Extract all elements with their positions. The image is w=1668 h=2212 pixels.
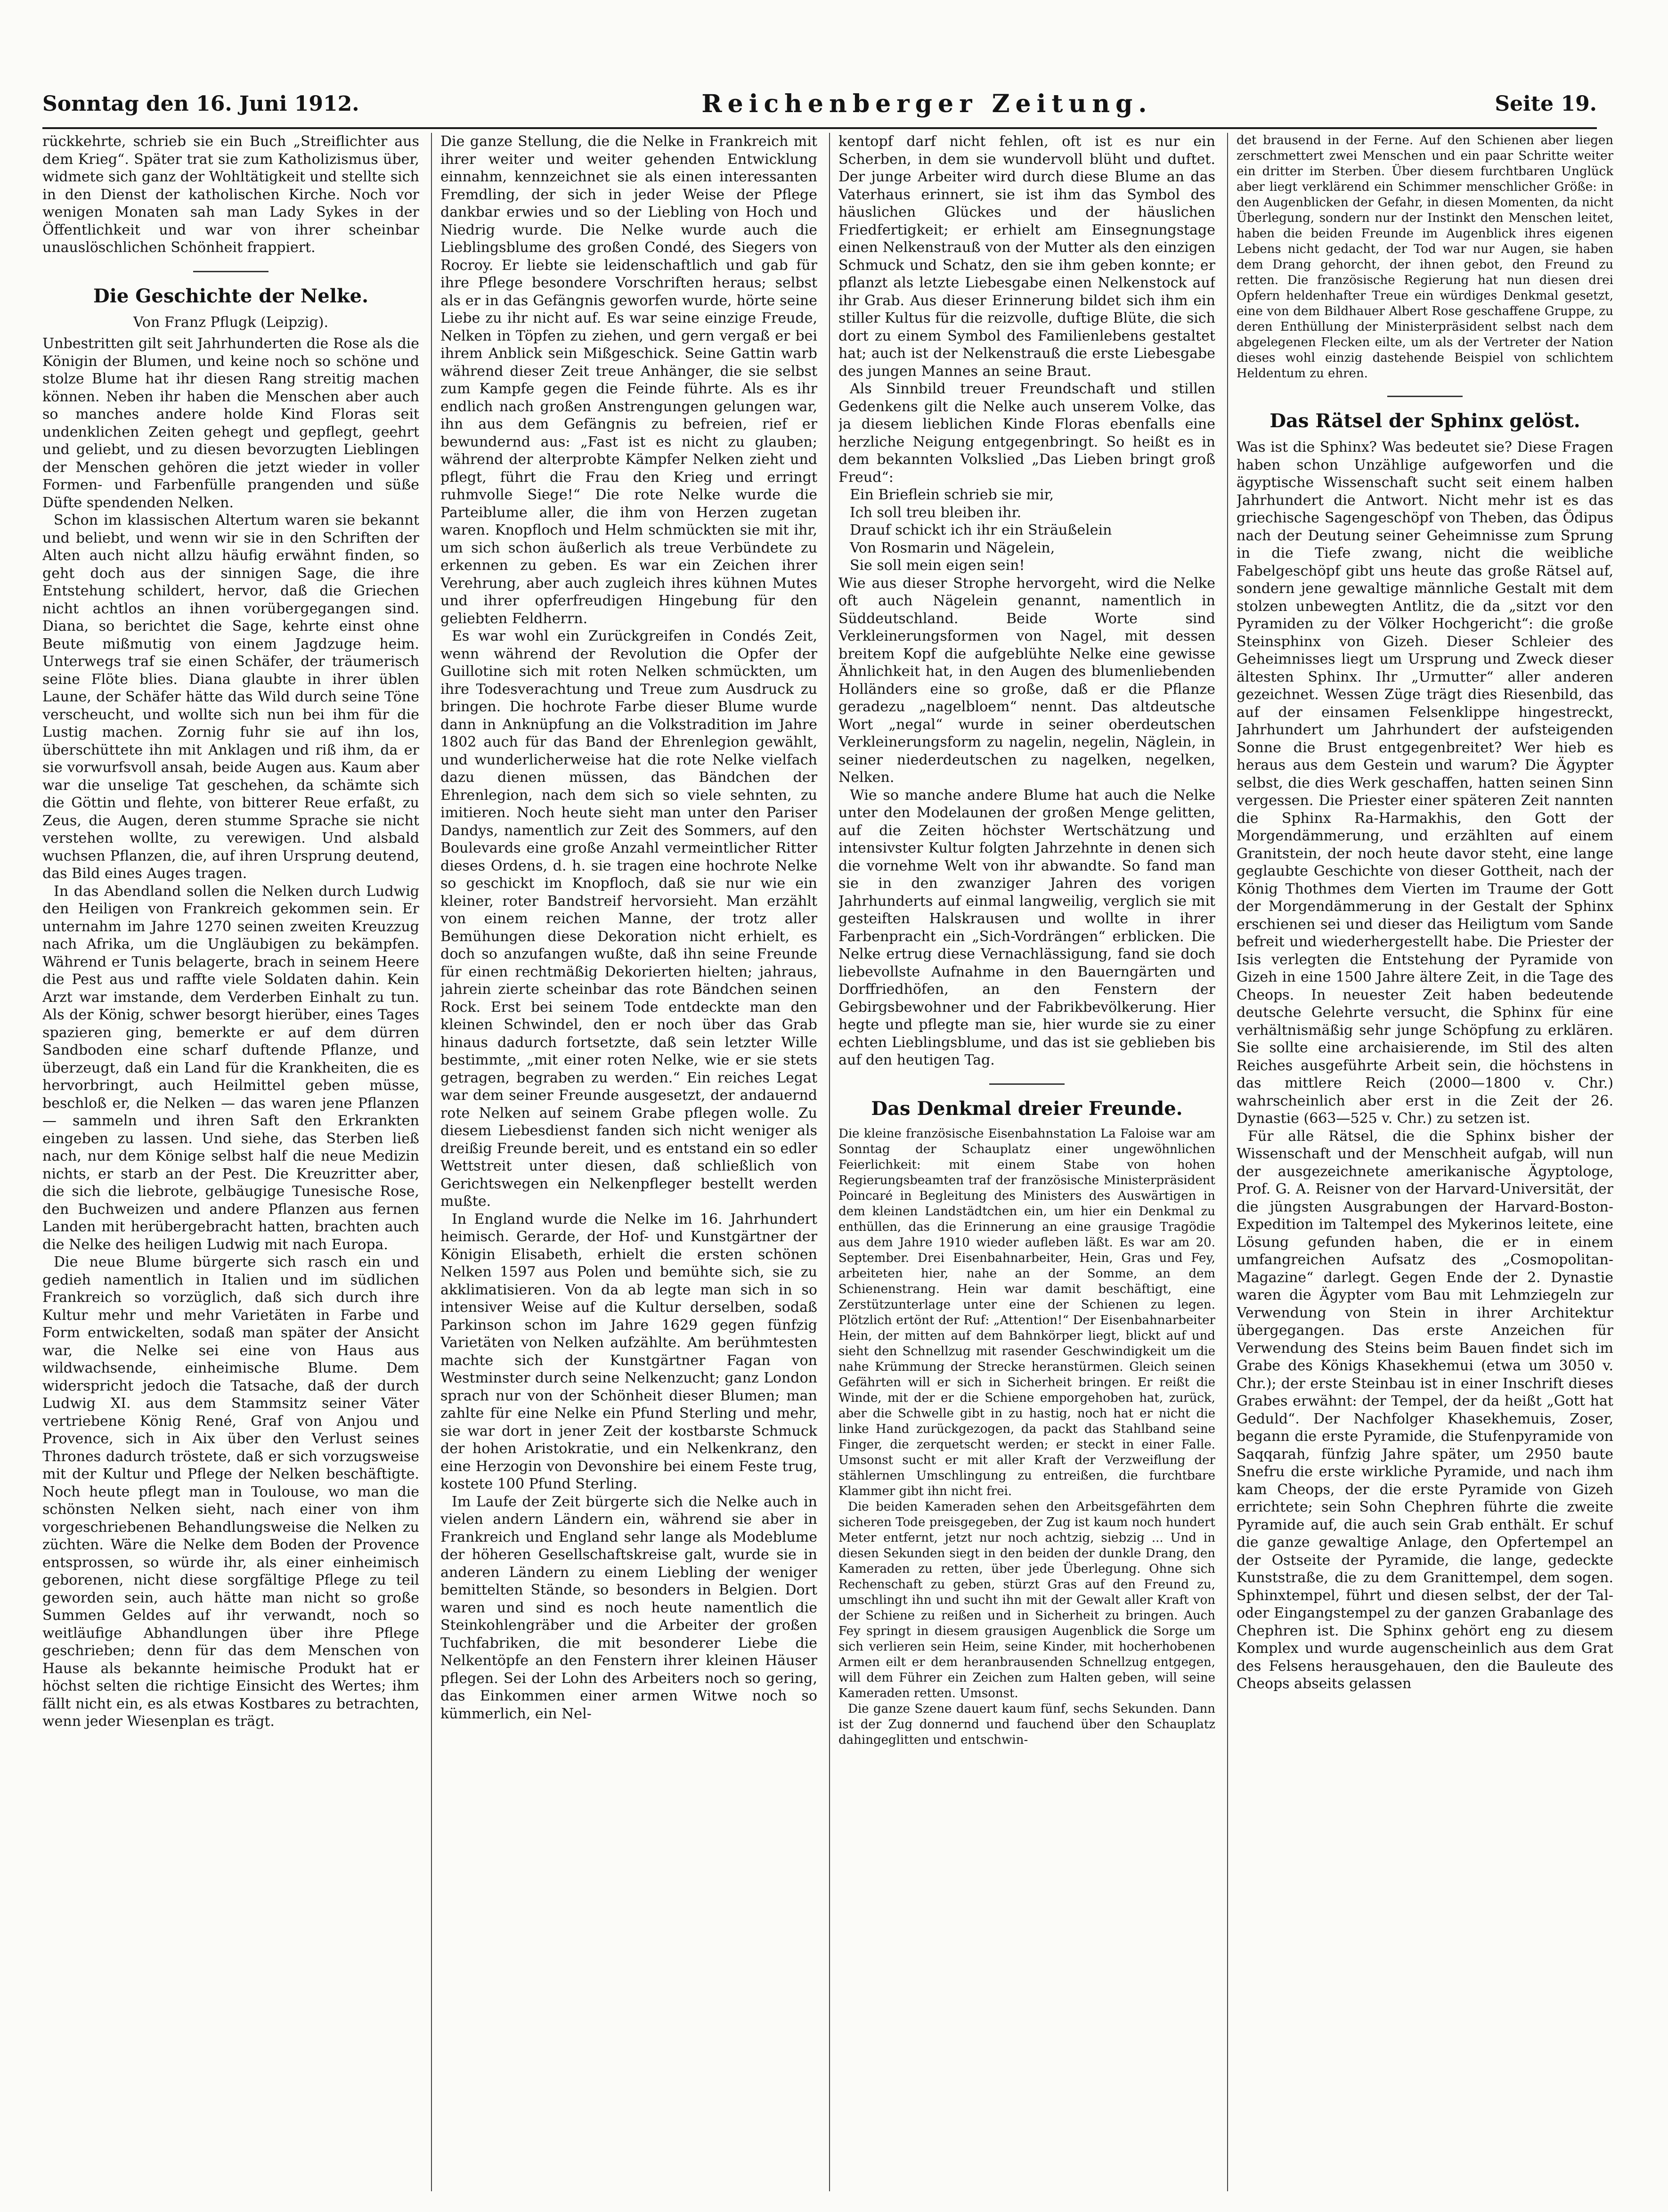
article-body — [1237, 133, 1613, 382]
masthead: Reichenberger Zeitung. — [701, 89, 1153, 118]
column-4 — [1237, 133, 1613, 2196]
column-3 — [838, 133, 1215, 2196]
paragraph: Was ist die Sphinx? Was bedeutet sie? Diese Fragen haben schon Unzählige aufgeworfen und die ägyptische Wissenschaft sucht seit einem halben Jahrhundert die Antwort. Nicht mehr ist es das griechische Sagengeschöpf von Theben, das Ödipus nach der Deutung seiner Geheimnisse zum Sprung in die Tiefe zwang, nicht die weibliche Fabelgeschöpf gibt uns heute das große Rätsel auf, sondern jene gewaltige männliche Gestalt mit dem stolzen unbewegten Antlitz, die da „sitzt vor den Pyramiden zu der Völker Hochgericht“: die große Steinsphinx von Gizeh. Dieser Schleier des Geheimnisses liegt um Ursprung und Zweck dieser ältesten Sphinx. Ihr „Urmutter“ aller anderen gezeichnet. Wessen Züge trägt dies Riesenbild, das auf der einsamen Felsenklippe hingestreckt, Jahrhundert um Jahrhundert der aufsteigenden Sonne die Brust entgegenbreitet? Wer hieb es heraus aus dem Gestein und warum? Die Ägypter selbst, die dies Werk geschaffen, hatten seinen Sinn vergessen. Die Priester einer späteren Zeit nannten die Sphinx Ra-Harmakhis, den Gott der Morgendämmerung, und erzählten auf einem Granitstein, der noch heute davor steht, eine lange geglaubte Geschichte von dieser Gottheit, nach der König Thothmes dem Vierten im Traume der Gott der Morgendämmerung in der Gestalt der Sphinx erschienen sei und dieser das Heiligtum vom Sande befreit und wiederhergestellt habe. Die Priester der Isis verlegten die Entstehung der Pyramide von Gizeh in eine 1500 Jahre ältere Zeit, in die Tage des Cheops. In neuester Zeit haben bedeutende deutsche Gelehrte versucht, die Sphinx für eine verhältnismäßig sehr junge Schöpfung zu erklären. Sie sollte eine archaisierende, im Stil des alten Reiches ausgeführte Arbeit sein, die höchstens in das mittlere Reich (2000—1800 v. Chr.) wahrscheinlich aber erst in die Zeit der 26. Dynastie (663—525 v. Chr.) zu setzen ist. — [1237, 439, 1613, 1127]
paragraph: Wie aus dieser Strophe hervorgeht, wird die Nelke oft auch Nägelein genannt, namentlich in Süddeutschland. Beide Worte sind Verkleinerungsformen von Nagel, mit dessen breitem Kopf die aufgeblühte Nelke eine gewisse Ähnlichkeit hat, in den Augen des blumenliebenden Holländers eine so große, daß er die Pflanze geradezu „nagelbloem“ nennt. Das altdeutsche Wort „negal“ wurde in seiner oberdeutschen Verkleinerungsform zu nagelin, negelin, Näglein, in seiner niederdeutschen zu nagelken, negelken, Nelken. — [838, 575, 1215, 786]
paragraph: In England wurde die Nelke im 16. Jahrhundert heimisch. Gerarde, der Hof- und Kunstgärtner der Königin Elisabeth, erhielt die ersten schönen Nelken 1597 aus Polen und bemühte sich, sie zu akklimatisieren. Von da ab legte man sich in so intensiver Weise auf die Kultur derselben, sodaß Parkinson schon im Jahre 1629 gegen fünfzig Varietäten von Nelken aufzählte. Am berühmtesten machte sich der Kunstgärtner Fagan von Westminster durch seine Nelkenzucht; ganz London sprach nur von der Schönheit dieser Blumen; man zahlte für eine Nelke ein Pfund Sterling und mehr, sie war dort in jener Zeit der kostbarste Schmuck der hohen Aristokratie, und ein Nelkenkranz, den eine Herzogin von Devonshire bei einem Feste trug, kostete 100 Pfund Sterling. — [440, 1211, 817, 1492]
article-body — [838, 1126, 1215, 1748]
page-number: Seite 19. — [1495, 91, 1597, 116]
column-divider — [431, 133, 432, 2191]
paragraph: Im Laufe der Zeit bürgerte sich die Nelke auch in vielen andern Ländern ein, während sie aber in Frankreich und England sehr lange als Modeblume der höheren Gesellschaftskreise galt, wurde sie in anderen Ländern zu einem Liebling der weniger bemittelten Stände, so besonders in Belgien. Dort waren und sind es noch heute namentlich die Steinkohlengräber und die Arbeiter der großen Tuchfabriken, die mit besonderer Liebe die Nelkentöpfe an den Fenstern ihrer kleinen Häuser pflegen. Sei der Lohn des Arbeiters noch so gering, das Einkommen einer armen Witwe noch so kümmerlich, ein Nel- — [440, 1493, 817, 1722]
article-separator — [1387, 396, 1463, 397]
paragraph: In das Abendland sollen die Nelken durch Ludwig den Heiligen von Frankreich gekommen sein. Er unternahm im Jahre 1270 seinen zweiten Kreuzzug nach Afrika, um die Ungläubigen zu bekämpfen. Während er Tunis belagerte, brach in seinem Heere die Pest aus und raffte viele Soldaten dahin. Kein Arzt war imstande, dem Verderben Einhalt zu tun. Als der König, schwer besorgt hierüber, eines Tages spazieren ging, bemerkte er auf dem dürren Sandboden eine scharf duftende Pflanze, und überzeugt, daß ein Land für die Krankheiten, die es hervorbringt, auch Heilmittel geben müsse, beschloß er, die Nelken — das waren jene Pflanzen — sammeln und ihren Saft den Erkrankten eingeben zu lassen. Und siehe, das Sterben ließ nach, nur dem Könige selbst half die neue Medizin nichts, er starb an der Pest. Die Kreuzritter aber, die sich die liebrote, gelbäugige Tunesische Rose, den Buchweizen und andere Pflanzen aus fernen Landen mit herübergebracht hatten, brachten auch die Nelke des heiligen Ludwig mit nach Europa. — [42, 883, 419, 1253]
article-title: Das Rätsel der Sphinx gelöst. — [1269, 410, 1580, 432]
article-separator — [193, 271, 269, 272]
paragraph: Die kleine französische Eisenbahnstation La Faloise war am Sonntag der Schauplatz einer ungewöhnlichen Feierlichkeit: mit einem Stabe von hohen Regierungsbeamten traf der französische Ministerpräsident Poincaré in Begleitung des Ministers des Auswärtigen in dem kleinen Landstädtchen ein, um hier ein Denkmal zu enthüllen, das die Erinnerung an eine grausige Tragödie aus dem Jahre 1910 wieder aufleben läßt. Es war am 20. September. Drei Eisenbahnarbeiter, Hein, Gras und Fey, arbeiteten hier, nahe an der Somme, an dem Schienenstrang. Hein war damit beschäftigt, eine Zerstützunterlage unter eine der Schienen zu legen. Plötzlich ertönt der Ruf: „Attention!“ Der Eisenbahnarbeiter Hein, der mitten auf dem Bahnkörper liegt, blickt auf und sieht den Schnellzug mit rasender Geschwindigkeit um die nahe Krümmung der Strecke heranstürmen. Gleich seinen Gefährten will er sich in Sicherheit bringen. Er reißt die Winde, mit der er die Schiene emporgehoben hat, zurück, aber die Schwelle gibt in zu hastig, noch hat er nicht die linke Hand zurückgezogen, da packt das Stahlband seine Finger, die zerquetscht werden; er steckt in einer Falle. Umsonst sucht er mit aller Kraft der Verzweiflung der stählernen Umschlingung zu entreißen, die furchtbare Klammer gibt ihn nicht frei. — [838, 1126, 1215, 1498]
paragraph: Die neue Blume bürgerte sich rasch ein und gedieh namentlich in Italien und im südlichen Frankreich so vorzüglich, daß sich durch ihre Kultur mehr und mehr Varietäten in Farbe und Form entwickelten, sodaß man später der Ansicht war, die Nelke sei eine von Haus aus wildwachsende, einheimische Blume. Dem widerspricht jedoch die Tatsache, daß der durch Ludwig XI. aus dem Stammsitz seiner Väter vertriebene König René, Graf von Anjou und Provence, sich in Aix über den Verlust seines Thrones dadurch tröstete, daß er sich vorzugsweise mit der Kultur und Pflege der Nelken beschäftigte. Noch heute pflegt man in Toulouse, wo man die schönsten Nelken sieht, nach einer von ihm vorgeschriebenen Behandlungsweise die Nelken zu züchten. Wäre die Nelke dem Boden der Provence entsprossen, so würde ihr, als einer einheimisch geborenen, nicht diese sorgfältige Pflege zu teil geworden sein, auch hätte man nicht so große Summen Geldes auf ihr verwandt, noch so weitläufige Abhandlungen über ihre Pflege geschrieben; denn für das dem Menschen von Hause als bekannte heimische Produkt hat er höchst selten die richtige Einsicht des Wertes; ihm fällt nicht ein, es als etwas Kostbares zu betrachten, wenn jeder Wiesenplan es trägt. — [42, 1254, 419, 1730]
column-1 — [42, 133, 419, 2196]
poem-verse — [838, 486, 1215, 575]
paragraph: Als Sinnbild treuer Freundschaft und stillen Gedenkens gilt die Nelke auch unserem Volke, das ja diesem lieblichen Kinde Floras ebenfalls eine herzliche Neigung entgegenbringt. So heißt es in dem bekannten Volkslied „Das Lieben bringt groß Freud“: — [838, 381, 1215, 486]
column-2 — [440, 133, 817, 2196]
paragraph: Die ganze Stellung, die die Nelke in Frankreich mit ihrer weiter und weiter gehenden Entwicklung einnahm, kennzeichnet sie als einen interessanten Fremdling, der sich in jeder Weise der Pflege dankbar erwies und so der Liebling von Hoch und Niedrig wurde. Die Nelke wurde auch die Lieblingsblume des großen Condé, des Siegers von Rocroy. Er liebte sie leidenschaftlich und gab für ihre Pflege besondere Vorschriften heraus; selbst als er in das Gefängnis geworfen wurde, hörte seine Liebe zu ihr nicht auf. Es war seine einzige Freude, Nelken in Töpfen zu ziehen, und gern vergaß er bei ihrem Anblick sein Mißgeschick. Seine Gattin warb während dieser Zeit treue Anhänger, die sie selbst zum Kampfe gegen die Feinde führte. Als es ihr endlich nach großen Anstrengungen gelungen war, ihn aus dem Gefängnis zu befreien, rief er bewundernd aus: „Fast ist es nicht zu glauben; während der alterprobte Kämpfer Nelken zieht und pflegt, führt die Frau den Krieg und erringt ruhmvolle Siege!“ Die rote Nelke wurde die Parteiblume aller, die ihm von Herzen zugetan waren. Knopfloch und Helm schmückten sie mit ihr, um sich schon äußerlich als treue Verbündete zu erkennen zu geben. Es war ein Zeichen ihrer Verehrung, aber auch zugleich ihres kühnen Mutes und ihrer opferfreudigen Hingebung für den geliebten Feldherrn. — [440, 133, 817, 627]
paragraph: Wie so manche andere Blume hat auch die Nelke unter den Modelaunen der großen Menge gelitten, auf die Zeiten höchster Wertschätzung und intensivster Kultur folgten Jahrzehnte in denen sich die vornehme Welt von ihr abwandte. So fand man sie in den zwanziger Jahren des vorigen Jahrhunderts auf einmal langweilig, verglich sie mit gesteiften Halskrausen und wollte in ihrer Farbenpracht ein „Sich-Vordrängen“ erblicken. Die Nelke ertrug diese Vernachlässigung, fand sie doch liebevollste Aufnahme in den Bauerngärten und Dorffriedhöfen, an den Fenstern der Gebirgsbewohner und der Fabrikbevölkerung. Hier hegte und pflegte man sie, hier wurde sie zu einer echten Lieblingsblume, und das ist sie geblieben bis auf den heutigen Tag. — [838, 787, 1215, 1068]
paragraph: Schon im klassischen Altertum waren sie bekannt und beliebt, und wenn wir sie in den Schriften der Alten auch nicht allzu häufig erwähnt finden, so geht doch aus der sinnigen Sage, die ihre Entstehung schildert, hervor, daß die Griechen nicht achtlos an ihnen vorübergegangen sind. Diana, so berichtet die Sage, kehrte einst ohne Beute mißmutig von einem Jagdzuge heim. Unterwegs traf sie einen Schäfer, der träumerisch seine Flöte blies. Diana glaubte in ihrer üblen Laune, der Schäfer hätte das Wild durch seine Töne verscheucht, und wollte sich nun bei ihm für die Lustig machen. Zornig fuhr sie auf ihn los, überschüttete ihn mit Anklagen und riß ihm, da er sie vorwurfsvoll ansah, beide Augen aus. Kaum aber war die unselige Tat geschehen, da schämte sich die Göttin und flehte, von bitterer Reue erfaßt, zu Zeus, die Augen, deren stumme Sprache sie nicht verstehen wollte, zu verewigen. Und alsbald wuchsen Pflanzen, die, auf ihren Ursprung deutend, das Bild eines Auges tragen. — [42, 512, 419, 882]
article-title: Das Denkmal dreier Freunde. — [871, 1097, 1183, 1120]
verse-line: Drauf schickt ich ihr ein Sträußelein — [850, 522, 1112, 538]
article-byline: Von Franz Pflugk (Leipzig). — [133, 314, 328, 331]
paragraph: Es war wohl ein Zurückgreifen in Condés Zeit, wenn während der Revolution die Opfer der Guillotine sich mit roten Nelken schmückten, um ihre Todesverachtung und Treue zum Ausdruck zu bringen. Die hochrote Farbe dieser Blume wurde dann in Anknüpfung an die Volkstradition im Jahre 1802 auch für das Band der Ehrenlegion gewählt, und wunderlicherweise hat die rote Nelke vielfach dazu dienen müssen, das Bändchen der Ehrenlegion, nach dem sich so viele sehnten, zu imitieren. Noch heute sieht man unter den Pariser Dandys, namentlich zur Zeit des Sommers, auf den Boulevards eine große Anzahl vermeintlicher Ritter dieses Ordens, d. h. sie tragen eine hochrote Nelke so geschickt im Knopfloch, daß sie nur wie ein kleiner, roter Bandstreif hervorsieht. Man erzählt von einem reichen Manne, der trotz aller Bemühungen diese Dekoration nicht erhielt, es doch so anzufangen wußte, daß ihn seine Freunde für einen rechtmäßig Dekorierten hielten; jahraus, jahrein zierte scheinbar das rote Bändchen seinen Rock. Erst bei seinem Tode entdeckte man den kleinen Schwindel, den er noch über das Grab hinaus dadurch fortsetzte, daß sein letzter Wille bestimmte, „mit einer roten Nelke, wie er sie stets getragen, begraben zu werden.“ Ein reiches Legat war dem seiner Freunde ausgesetzt, der andauernd rote Nelken auf seinem Grabe pflegen wolle. Zu diesem Liebesdienst fanden sich nicht weniger als dreißig Freunde bereit, und es entstand ein so edler Wettstreit unter diesen, daß schließlich von Gerichtswegen ein Nelkenpfleger bestellt werden mußte. — [440, 628, 817, 1210]
verse-line: Sie soll mein eigen sein! — [850, 557, 1025, 574]
paragraph: Die beiden Kameraden sehen den Arbeitsgefährten dem sicheren Tode preisgegeben, der Zug ist kaum noch hundert Meter entfernt, jetzt nur noch achtzig, siebzig ... Und in diesen Sekunden siegt in den beiden der dunkle Drang, den Kameraden zu retten, über jede Überlegung. Ohne sich Rechenschaft zu geben, stürzt Gras auf den Freund zu, umschlingt ihn und sucht ihn mit der Gewalt aller Kraft von der Schiene zu reißen und in Sicherheit zu bringen. Auch Fey springt in diesem grausigen Augenblick die Sorge um sich verlieren sein Heim, seine Kinder, mit hocherhobenen Armen eilt er dem heranbrausenden Schnellzug entgegen, will dem Führer ein Zeichen zum Halten geben, will seine Kameraden retten. Umsonst. — [838, 1499, 1215, 1700]
paragraph: Die ganze Szene dauert kaum fünf, sechs Sekunden. Dann ist der Zug donnernd und fauchend über den Schauplatz dahingeglitten und entschwin- — [838, 1701, 1215, 1747]
paragraph: kentopf darf nicht fehlen, oft ist es nur ein Scherben, in dem sie wundervoll blüht und duftet. Der junge Arbeiter wird durch diese Blume an das Vaterhaus erinnert, sie ist ihm das Symbol des häuslichen Glückes und der häuslichen Friedfertigkeit; er erhielt am Einsegnungstage einen Nelkenstrauß von der Mutter als den einzigen Schmuck und Schatz, den sie ihm geben konnte; er pflanzt als letzte Liebesgabe einen Nelkenstock auf ihr Grab. Aus dieser Erinnerung bildet sich ihm ein stiller Kultus für die reizvolle, duftige Blüte, die sich dort zu einem Symbol des Familienlebens gestaltet hat; auch ist der Nelkenstrauß die erste Liebesgabe des jungen Mannes an seine Braut. — [838, 133, 1215, 380]
column-divider — [1227, 133, 1228, 2191]
verse-line: Ein Brieflein schrieb sie mir, — [850, 487, 1054, 503]
column-divider — [829, 133, 830, 2191]
paragraph: Für alle Rätsel, die die Sphinx bisher der Wissenschaft und der Menschheit aufgab, will nun der ausgezeichnete amerikanische Ägyptologe, Prof. G. A. Reisner von der Harvard-Universität, der die jüngsten Ausgrabungen der Harvard-Boston-Expedition im Taltempel des Mykerinos leitete, eine Lösung gefunden haben, die er in einem umfangreichen Aufsatz des „Cosmopolitan-Magazine“ darlegt. Gegen Ende der 2. Dynastie waren die Ägypter vom Bau mit Lehmziegeln zur Verwendung von Stein in ihrer Architektur übergegangen. Das erste Anzeichen für Verwendung des Steins beim Bauen findet sich im Grabe des Königs Khasekhemui (etwa um 3050 v. Chr.); der erste Steinbau ist in einer Inschrift dieses Grabes erwähnt: der Tempel, der da heißt „Gott hat Geduld“. Der Nachfolger Khasekhemuis, Zoser, begann die erste Pyramide, die Stufenpyramide von Saqqarah, fünfzig Jahre später, um 2950 baute Snefru die erste wirkliche Pyramide, und nach ihm kam Cheops, der die erste Pyramide von Gizeh errichtete; sein Sohn Chephren führte die zweite Pyramide auf, die auch sein Grab enthält. Er schuf die ganze gewaltige Anlage, den Opfertempel an der Ostseite der Pyramide, die lange, gedeckte Kunststraße, die zu dem Granittempel, dem sogen. Sphinxtempel, führt und diesen selbst, der der Tal- oder Eingangstempel zu der ganzen Grabanlage des Chephren ist. Die Sphinx gehört eng zu diesem Komplex und wurde augenscheinlich aus dem Grat des Felsens herausgehauen, den die Bauleute des Cheops abseits gelassen — [1237, 1128, 1613, 1692]
paragraph: rückkehrte, schrieb sie ein Buch „Streiflichter aus dem Krieg“. Später trat sie zum Katholizismus über, widmete sich ganz der Wohltätigkeit und stellte sich in den Dienst der katholischen Kirche. Noch vor wenigen Monaten sah man Lady Sykes in der Öffentlichkeit und war von ihrer scheinbar unauslöschlichen Schönheit frappiert. — [42, 133, 419, 256]
page-header — [42, 85, 1597, 122]
article-title: Die Geschichte der Nelke. — [93, 285, 369, 307]
paragraph: det brausend in der Ferne. Auf den Schienen aber liegen zerschmettert zwei Menschen und ein paar Schritte weiter ein dritter im Sterben. Über diesem furchtbaren Unglück aber liegt verklärend ein Schimmer menschlicher Größe: in den Augenblicken der Gefahr, in diesen Momenten, da nicht Überlegung, sondern nur der Instinkt den Menschen leitet, haben die beiden Freunde im Augenblick ihres eigenen Lebens nicht gedacht, der Tod war nur Augen, sie haben dem Drang gehorcht, der ihnen gebot, den Freund zu retten. Die französische Regierung hat nun diesen drei Opfern heldenhafter Treue ein würdiges Denkmal gesetzt, eine von dem Bildhauer Albert Rose geschaffene Gruppe, zu deren Enthüllung der Ministerpräsident selbst nach dem abgelegenen Flecken eilte, um als der Vertreter der Nation dieses wohl einzig dastehende Beispiel von schlichtem Heldentum zu ehren. — [1237, 133, 1613, 381]
paragraph: Unbestritten gilt seit Jahrhunderten die Rose als die Königin der Blumen, und keine noch so schöne und stolze Blume hat ihr diesen Rang streitig machen können. Neben ihr haben die Menschen aber auch so manches andere holde Kind Floras seit undenklichen Zeiten gehegt und gepflegt, geehrt und geliebt, und zu diesen bevorzugten Lieblingen der Menschen gehören die jetzt wieder in voller Formen- und Farbenfülle prangenden und süße Düfte spendenden Nelken. — [42, 335, 419, 511]
issue-date: Sonntag den 16. Juni 1912. — [42, 91, 359, 116]
header-rule — [42, 127, 1597, 129]
verse-line: Ich soll treu bleiben ihr. — [850, 504, 1022, 521]
article-separator — [989, 1083, 1065, 1085]
verse-line: Von Rosmarin und Nägelein, — [850, 539, 1055, 556]
